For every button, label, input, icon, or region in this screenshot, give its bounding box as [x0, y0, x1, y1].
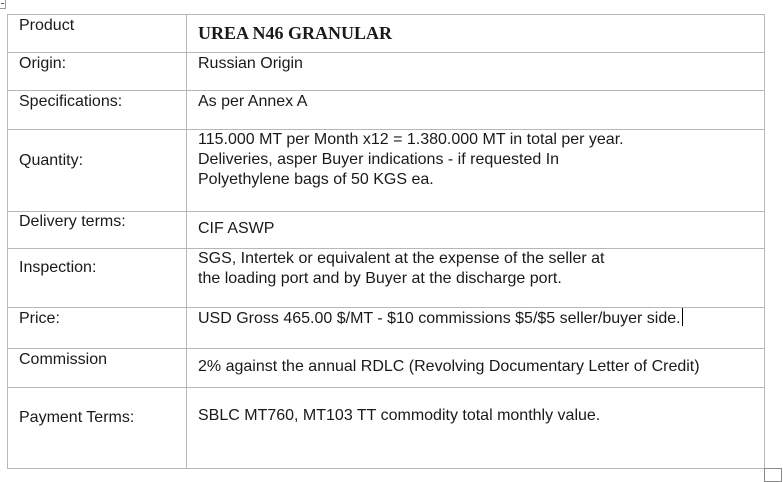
row-label-price[interactable]: Price: [8, 308, 187, 349]
table-row [8, 249, 765, 308]
row-label-product[interactable]: Product [8, 15, 187, 53]
row-value-payment-terms[interactable]: SBLC MT760, MT103 TT commodity total monthly value. [187, 388, 765, 469]
row-value-quantity[interactable]: 115.000 MT per Month x12 = 1.380.000 MT in total per year. Deliveries, asper Buyer indications - if requested In Polyethylene bags of 50 KGS ea. [187, 130, 765, 212]
row-value-specifications[interactable]: As per Annex A [187, 91, 765, 130]
contract-terms-table [7, 14, 765, 469]
table-move-handle[interactable] [0, 0, 6, 9]
table-row [8, 212, 765, 249]
text-cursor [682, 308, 683, 326]
row-value-inspection[interactable]: SGS, Intertek or equivalent at the expense of the seller at the loading port and by Buyer at the discharge port. [187, 249, 765, 308]
table-row [8, 308, 765, 349]
row-value-delivery-terms[interactable]: CIF ASWP [187, 212, 765, 249]
row-value-origin[interactable]: Russian Origin [187, 53, 765, 91]
table-row [8, 53, 765, 91]
row-label-specifications[interactable]: Specifications: [8, 91, 187, 130]
table-row [8, 388, 765, 469]
row-label-quantity[interactable]: Quantity: [8, 130, 187, 212]
table-row [8, 15, 765, 53]
row-label-inspection[interactable]: Inspection: [8, 249, 187, 308]
table-row [8, 130, 765, 212]
row-label-commission[interactable]: Commission [8, 349, 187, 388]
row-value-product[interactable]: UREA N46 GRANULAR [187, 15, 765, 53]
table-row [8, 91, 765, 130]
row-value-commission[interactable]: 2% against the annual RDLC (Revolving Documentary Letter of Credit) [187, 349, 765, 388]
table-resize-handle[interactable] [764, 468, 782, 482]
row-label-delivery-terms[interactable]: Delivery terms: [8, 212, 187, 249]
row-label-payment-terms[interactable]: Payment Terms: [8, 388, 187, 469]
table-row [8, 349, 765, 388]
row-label-origin[interactable]: Origin: [8, 53, 187, 91]
row-value-price[interactable]: USD Gross 465.00 $/MT - $10 commissions $5/$5 seller/buyer side. [187, 308, 765, 349]
